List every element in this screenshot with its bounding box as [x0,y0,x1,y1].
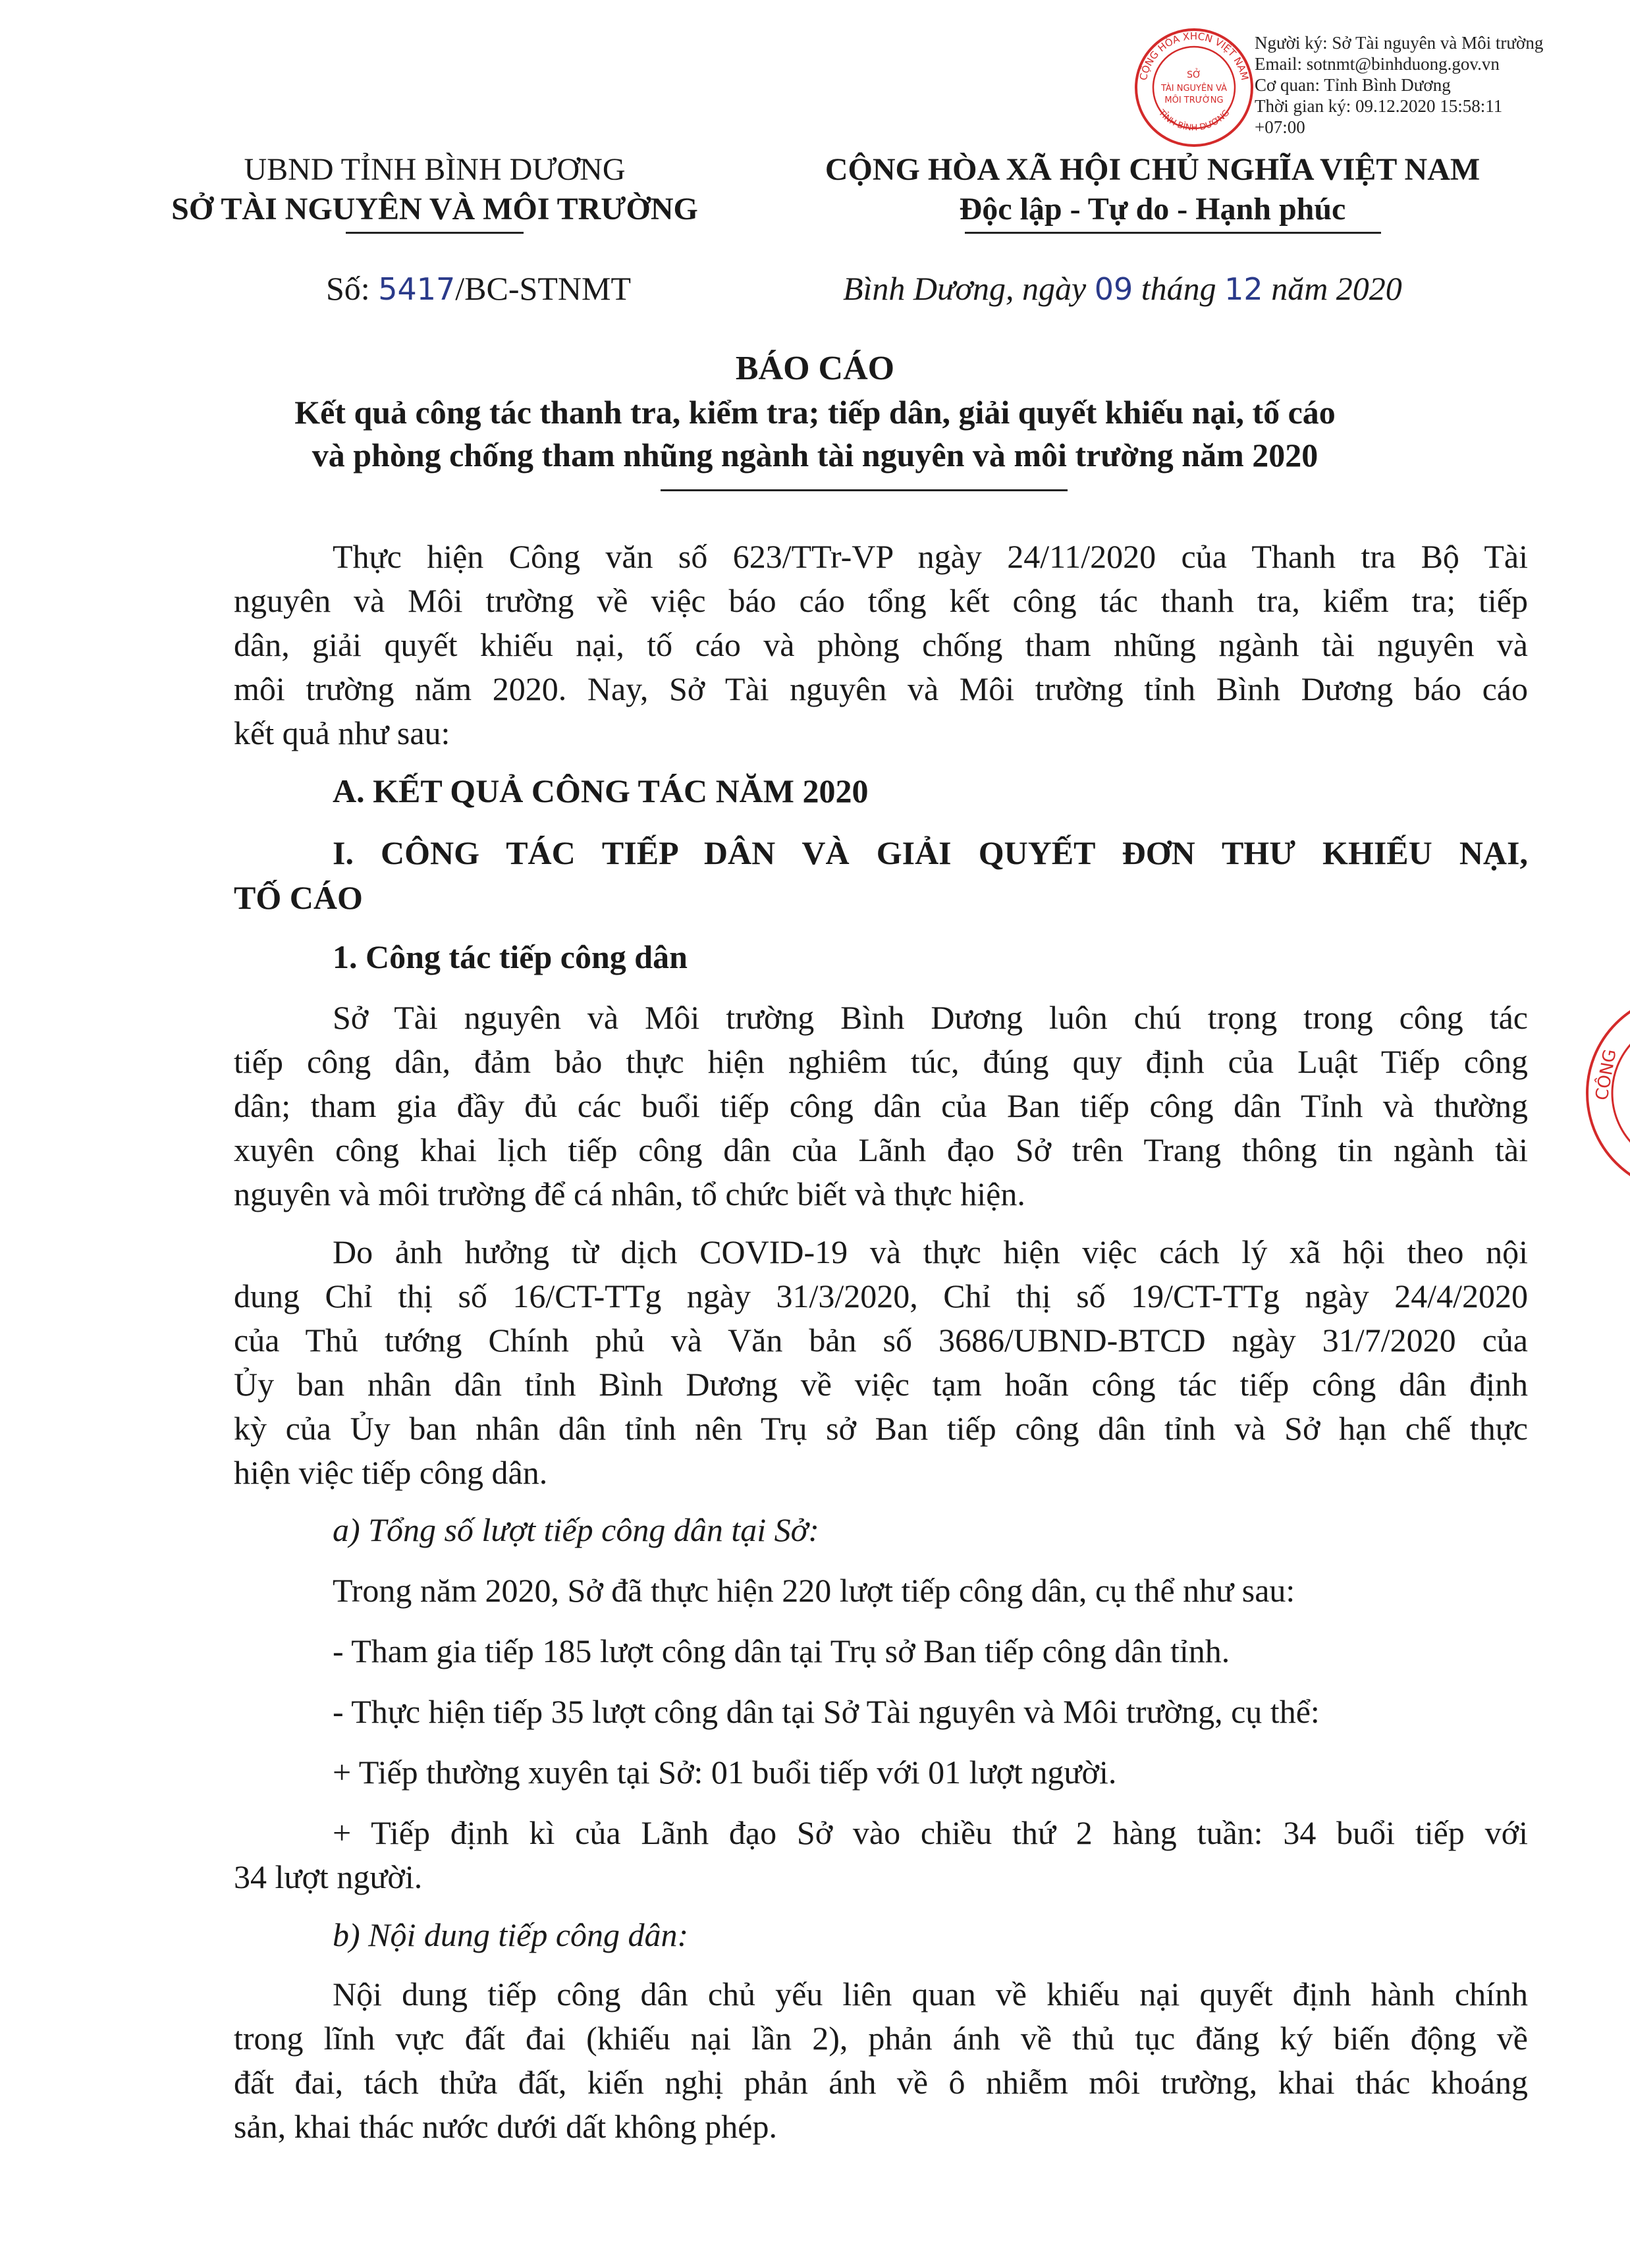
doc-number-suffix: /BC-STNMT [455,270,631,307]
count-line: Trong năm 2020, Sở đã thực hiện 220 lượt tiếp công dân, cụ thể như sau: [333,1572,1295,1609]
plus-2-line-2: 34 lượt người. [234,1858,423,1895]
seal-line-1: SỞ [1187,70,1201,80]
org-name: SỞ TÀI NGUYÊN VÀ MÔI TRƯỜNG [171,192,698,227]
section-i-heading-1: I. CÔNG TÁC TIẾP DÂN VÀ GIẢI QUYẾT ĐƠN THƯ KHIẾU NẠI, [333,834,1528,871]
sub-b-heading: b) Nội dung tiếp công dân: [333,1916,689,1953]
para3-line-3: đất đai, tách thửa đất, kiến nghị phản ánh về ô nhiễm môi trường, khai thác khoáng [234,2064,1528,2101]
doc-number [326,267,631,311]
section-i-heading-2: TỐ CÁO [234,879,363,916]
svg-text:CÔNG: CÔNG [1592,1047,1621,1102]
seal-line-2: TÀI NGUYÊN VÀ [1160,84,1228,94]
para2-line-1: Do ảnh hưởng từ dịch COVID-19 và thực hiện việc cách lý xã hội theo nội [333,1233,1528,1270]
para2-line-6: hiện việc tiếp công dân. [234,1454,548,1491]
doc-date [843,267,1402,311]
doc-number-handwritten: 5417 [378,271,456,307]
plus-2-line-1: + Tiếp định kì của Lãnh đạo Sở vào chiều thứ 2 hàng tuần: 34 buổi tiếp với [333,1814,1528,1851]
sig-email: Email: sotnmt@binhduong.gov.vn [1255,54,1500,74]
doc-number-prefix: Số: [326,270,370,307]
para2-line-2: dung Chỉ thị số 16/CT-TTg ngày 31/3/2020, Chỉ thị số 19/CT-TTg ngày 24/4/2020 [234,1278,1528,1314]
para2-line-5: kỳ của Ủy ban nhân dân tỉnh nên Trụ sở Ban tiếp công dân tỉnh và Sở hạn chế thực [234,1410,1528,1447]
digital-signature-seal [1133,26,1255,149]
sig-time: Thời gian ký: 09.12.2020 15:58:11 [1255,96,1503,116]
seal-arc-bottom: TỈNH BÌNH DƯƠNG [1156,108,1232,134]
sub-a-heading: a) Tổng số lượt tiếp công dân tại Sở: [333,1511,819,1548]
report-subtitle-2: và phòng chống tham nhũng ngành tài nguyên và môi trường năm 2020 [312,437,1318,473]
report-title: BÁO CÁO [735,350,895,387]
para1-line-3: dân; tham gia đầy đủ các buổi tiếp công dân của Ban tiếp công dân Tỉnh và thường [234,1087,1528,1124]
date-place: Bình Dương, ngày [843,270,1087,307]
para2-line-4: Ủy ban nhân dân tỉnh Bình Dương về việc tạm hoãn công tác tiếp công dân định [234,1366,1528,1403]
para1-line-5: nguyên và môi trường để cá nhân, tổ chức biết và thực hiện. [234,1175,1025,1212]
report-subtitle-1: Kết quả công tác thanh tra, kiểm tra; tiếp dân, giải quyết khiếu nại, tố cáo [294,394,1336,431]
para1-line-4: xuyên công khai lịch tiếp công dân của Lãnh đạo Sở trên Trang thông tin ngành tài [234,1131,1528,1168]
plus-1: + Tiếp thường xuyên tại Sở: 01 buổi tiếp với 01 lượt người. [333,1754,1117,1791]
motto-underline [965,232,1381,234]
bullet-2: - Thực hiện tiếp 35 lượt công dân tại Sở Tài nguyên và Môi trường, cụ thể: [333,1693,1320,1730]
title-underline [661,489,1068,491]
section-a-heading: A. KẾT QUẢ CÔNG TÁC NĂM 2020 [333,772,869,809]
section-1-heading: 1. Công tác tiếp công dân [333,938,688,975]
nation-motto: Độc lập - Tự do - Hạnh phúc [959,192,1346,227]
org-underline [346,232,524,234]
nation-title: CỘNG HÒA XÃ HỘI CHỦ NGHĨA VIỆT NAM [825,152,1481,187]
seal-arc-text: CỘNG HÒA XHCN VIỆT NAM [1137,30,1251,82]
para2-line-3: của Thủ tướng Chính phủ và Văn bản số 3686/UBND-BTCD ngày 31/7/2020 của [234,1322,1528,1359]
para1-line-2: tiếp công dân, đảm bảo thực hiện nghiêm túc, đúng quy định của Luật Tiếp công [234,1043,1528,1080]
page-edge-stamp [1581,988,1630,1199]
date-month: 12 [1224,271,1263,307]
intro-line-5: kết quả như sau: [234,715,450,751]
intro-line-2: nguyên và Môi trường về việc báo cáo tổng kết công tác thanh tra, kiểm tra; tiếp [234,582,1528,619]
sig-signer: Người ký: Sở Tài nguyên và Môi trường [1255,33,1544,53]
para3-line-1: Nội dung tiếp công dân chủ yếu liên quan về khiếu nại quyết định hành chính [333,1976,1528,2012]
org-parent: UBND TỈNH BÌNH DƯƠNG [244,152,626,187]
para3-line-2: trong lĩnh vực đất đai (khiếu nại lần 2), phản ánh về thủ tục đăng ký biến động về [234,2020,1528,2057]
intro-line-4: môi trường năm 2020. Nay, Sở Tài nguyên và Môi trường tỉnh Bình Dương báo cáo [234,670,1528,707]
intro-line-3: dân, giải quyết khiếu nại, tố cáo và phòng chống tham nhũng ngành tài nguyên và [234,626,1528,663]
bullet-1: - Tham gia tiếp 185 lượt công dân tại Trụ sở Ban tiếp công dân tỉnh. [333,1633,1230,1669]
sig-timezone: +07:00 [1255,117,1305,137]
seal-line-3: MÔI TRƯỜNG [1164,95,1224,105]
intro-line-1: Thực hiện Công văn số 623/TTr-VP ngày 24/11/2020 của Thanh tra Bộ Tài [333,538,1528,575]
date-day: 09 [1094,271,1133,307]
para3-line-4: sản, khai thác nước dưới dất không phép. [234,2108,777,2145]
sig-agency: Cơ quan: Tỉnh Bình Dương [1255,75,1451,95]
para1-line-1: Sở Tài nguyên và Môi trường Bình Dương luôn chú trọng trong công tác [333,999,1528,1036]
date-year: năm 2020 [1271,270,1402,307]
date-month-label: tháng [1141,270,1216,307]
